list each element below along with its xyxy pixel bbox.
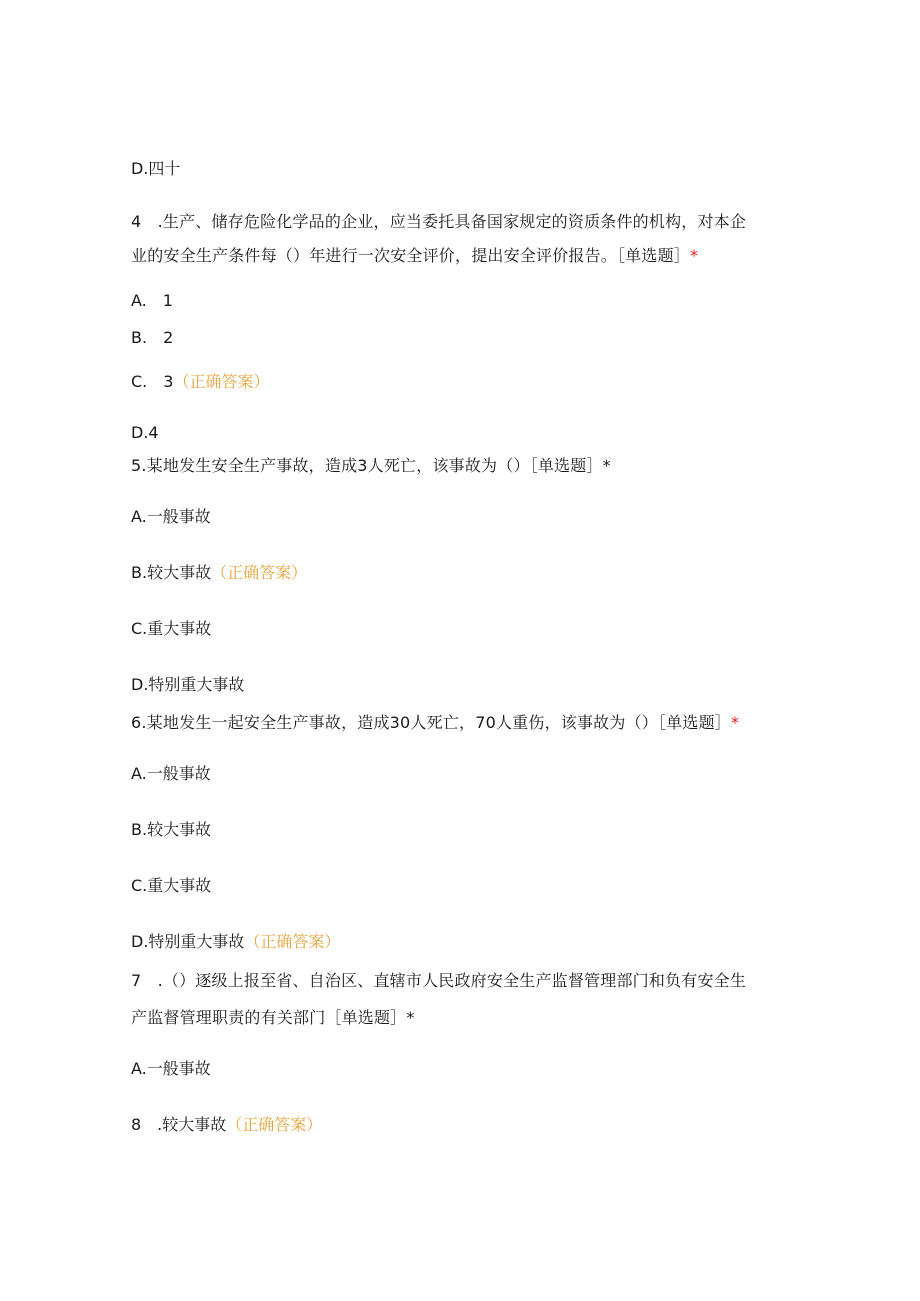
question-7-line-2: 产监督管理职责的有关部门［单选题］* bbox=[131, 1008, 415, 1027]
correct-answer-tag: （正确答案） bbox=[211, 563, 308, 582]
option-a-q6: A.一般事故 bbox=[131, 764, 211, 783]
option-c-q6: C.重大事故 bbox=[131, 876, 212, 895]
option-b-q5: B.较大事故（正确答案） bbox=[131, 563, 308, 582]
required-star: * bbox=[602, 456, 611, 475]
required-star: * bbox=[690, 246, 699, 265]
option-a-q7: A.一般事故 bbox=[131, 1059, 211, 1078]
option-d-q6: D.特别重大事故（正确答案） bbox=[131, 932, 341, 951]
required-star: * bbox=[406, 1008, 415, 1027]
question-4-line-1: 4 .生产、储存危险化学品的企业，应当委托具备国家规定的资质条件的机构，对本企 bbox=[131, 212, 747, 231]
option-a-q5: A.一般事故 bbox=[131, 507, 211, 526]
option-b-q4: B. 2 bbox=[131, 328, 174, 347]
correct-answer-tag: （正确答案） bbox=[244, 932, 341, 951]
option-b-q7: 8 .较大事故（正确答案） bbox=[131, 1115, 323, 1134]
option-c-q4: C. 3（正确答案） bbox=[131, 372, 270, 391]
question-7-line-1: 7 .（）逐级上报至省、自治区、直辖市人民政府安全生产监督管理部门和负有安全生 bbox=[131, 971, 747, 990]
option-d-q5: D.特别重大事故 bbox=[131, 675, 245, 694]
option-a-q4: A. 1 bbox=[131, 291, 173, 310]
option-d-q4: D.4 bbox=[131, 423, 159, 442]
option-b-q6: B.较大事故 bbox=[131, 820, 212, 839]
correct-answer-tag: （正确答案） bbox=[226, 1115, 323, 1134]
option-c-q5: C.重大事故 bbox=[131, 619, 212, 638]
required-star: * bbox=[731, 713, 740, 732]
question-5: 5.某地发生安全生产事故，造成3人死亡，该事故为（）［单选题］* bbox=[131, 456, 611, 475]
question-4-line-2: 业的安全生产条件每（）年进行一次安全评价，提出安全评价报告。［单选题］* bbox=[131, 246, 699, 265]
question-6: 6.某地发生一起安全生产事故，造成30人死亡，70人重伤，该事故为（）［单选题］* bbox=[131, 713, 740, 732]
option-d-q3: D.四十 bbox=[131, 159, 181, 178]
correct-answer-tag: （正确答案） bbox=[173, 372, 270, 391]
